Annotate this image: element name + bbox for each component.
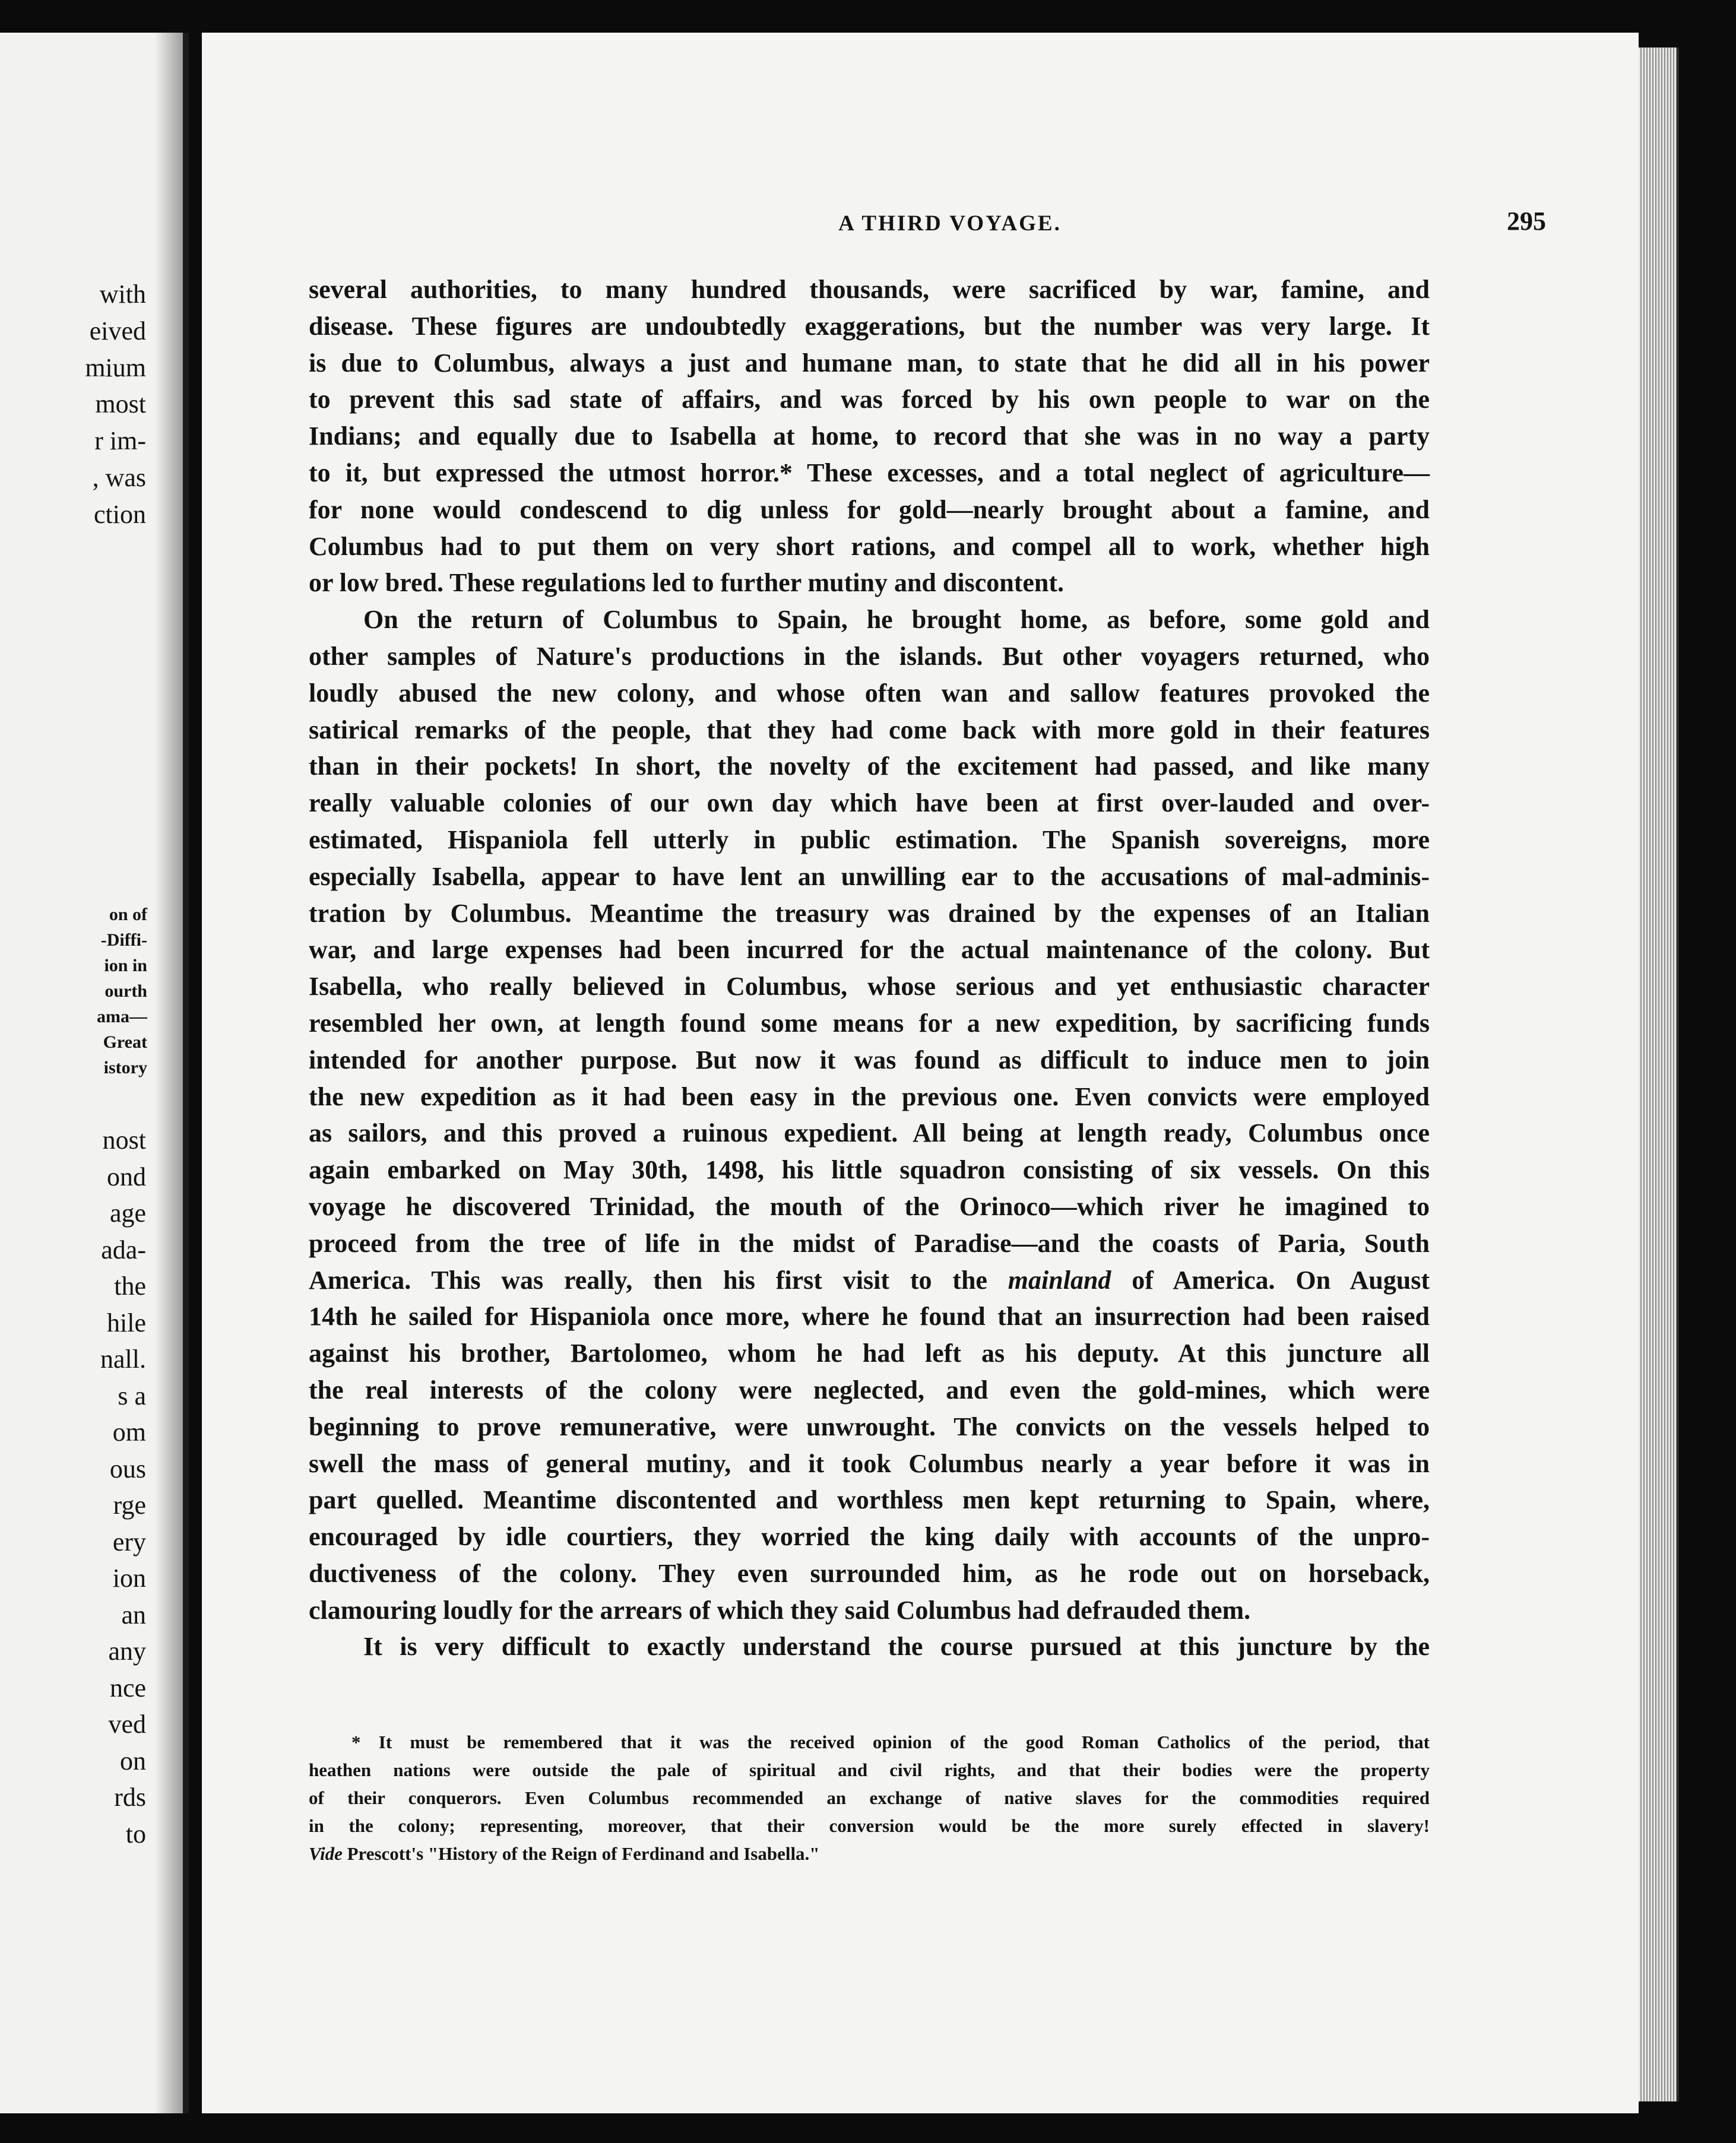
body-line: the real interests of the colony were neglected, and even the gold-mines, which were xyxy=(309,1375,1430,1405)
left-page-fragment-line: to xyxy=(125,1819,146,1849)
body-line: beginning to prove remunerative, were unwrought. The convicts on the vessels helped to xyxy=(309,1412,1430,1441)
body-line: swell the mass of general mutiny, and it took Columbus nearly a year before it was in xyxy=(309,1448,1430,1478)
body-line-italic: mainland xyxy=(1008,1265,1111,1295)
body-line: Indians; and equally due to Isabella at home, to record that she was in no way a party xyxy=(309,421,1430,451)
body-line-text: of America. On August xyxy=(1111,1265,1430,1295)
left-page-fragment-line: most xyxy=(95,389,146,419)
left-page-fragment-line: ion xyxy=(112,1564,146,1593)
body-line: loudly abused the new colony, and whose often wan and sallow features provoked the xyxy=(309,678,1430,708)
body-line: clamouring loudly for the arrears of which they said Columbus had defrauded them. xyxy=(309,1595,1251,1625)
footnote-line: heathen nations were outside the pale of spiritual and civil rights, and that their bodies were the property xyxy=(309,1760,1430,1780)
body-line: proceed from the tree of life in the midst of Paradise—and the coasts of Paria, South xyxy=(309,1228,1430,1258)
left-page-sidenote-line: Great xyxy=(103,1032,147,1052)
body-line: really valuable colonies of our own day which have been at first over-lauded and over- xyxy=(309,788,1430,818)
body-line: several authorities, to many hundred thousands, were sacrificed by war, famine, and xyxy=(309,275,1430,304)
left-page-fragment-line: nost xyxy=(102,1126,146,1155)
body-line: other samples of Nature's productions in the islands. But other voyagers returned, who xyxy=(309,641,1430,671)
left-page-sidenote-line: -Diffi- xyxy=(100,930,147,950)
body-line: estimated, Hispaniola fell utterly in public estimation. The Spanish sovereigns, more xyxy=(309,825,1430,854)
body-line: part quelled. Meantime discontented and worthless men kept returning to Spain, where, xyxy=(309,1485,1430,1515)
left-page-fragment-line: om xyxy=(112,1418,146,1447)
body-line: Isabella, who really believed in Columbus, whose serious and yet enthusiastic character xyxy=(309,972,1430,1001)
gutter-shadow xyxy=(154,33,183,2113)
body-line: or low bred. These regulations led to further mutiny and discontent. xyxy=(309,568,1065,598)
running-head: A THIRD VOYAGE. xyxy=(838,211,1062,236)
body-line: Columbus had to put them on very short rations, and compel all to work, whether high xyxy=(309,531,1430,561)
left-page-fragment xyxy=(0,33,189,2113)
body-line: On the return of Columbus to Spain, he brought home, as before, some gold and xyxy=(363,605,1430,635)
body-line: satirical remarks of the people, that they had come back with more gold in their features xyxy=(309,715,1430,744)
body-line: the new expedition as it had been easy in the previous one. Even convicts were employed xyxy=(309,1082,1430,1111)
body-line: war, and large expenses had been incurred for the actual maintenance of the colony. But xyxy=(309,935,1430,965)
left-page-fragment-line: rge xyxy=(113,1491,146,1520)
book-page xyxy=(202,33,1639,2113)
body-line xyxy=(309,1262,1430,1299)
body-line: again embarked on May 30th, 1498, his little squadron consisting of six vessels. On this xyxy=(309,1155,1430,1185)
body-line: disease. These figures are undoubtedly exaggerations, but the number was very large. It xyxy=(309,311,1430,341)
body-line: ductiveness of the colony. They even surrounded him, as he rode out on horseback, xyxy=(309,1558,1430,1588)
left-page-fragment-line: nce xyxy=(109,1673,146,1703)
body-line: tration by Columbus. Meantime the treasury was drained by the expenses of an Italian xyxy=(309,898,1430,928)
left-page-fragment-line: the xyxy=(114,1272,146,1301)
footnote-italic: Vide xyxy=(309,1843,343,1864)
left-page-fragment-line: , was xyxy=(92,463,146,492)
left-page-fragment-line: rds xyxy=(114,1783,146,1812)
left-page-fragment-line: eived xyxy=(89,316,146,345)
left-page-fragment-line: ved xyxy=(108,1710,146,1739)
body-line: as sailors, and this proved a ruinous expedient. All being at length ready, Columbus once xyxy=(309,1118,1430,1148)
body-line: It is very difficult to exactly understand the course pursued at this juncture by the xyxy=(363,1632,1430,1662)
body-line: 14th he sailed for Hispaniola once more, where he found that an insurrection had been raised xyxy=(309,1302,1430,1332)
body-line: to it, but expressed the utmost horror.* These excesses, and a total neglect of agriculture— xyxy=(309,458,1430,487)
left-page-sidenote-line: ion in xyxy=(104,956,147,975)
page-number: 295 xyxy=(1507,207,1546,236)
left-page-sidenote-line: on of xyxy=(109,905,147,924)
footnote-line: in the colony; representing, moreover, that their conversion would be the more surely effected in slavery! xyxy=(309,1815,1430,1836)
body-text xyxy=(309,271,1430,1665)
body-line: especially Isabella, appear to have lent an unwilling ear to the accusations of mal-adminis- xyxy=(309,861,1430,891)
body-line: resembled her own, at length found some means for a new expedition, by sacrificing funds xyxy=(309,1008,1430,1038)
left-page-fragment-line: ond xyxy=(107,1162,146,1191)
left-page-sidenote-line: ama— xyxy=(97,1007,147,1026)
page-edges xyxy=(1639,47,1679,2101)
body-line: voyage he discovered Trinidad, the mouth of the Orinoco—which river he imagined to xyxy=(309,1191,1430,1221)
footnote xyxy=(309,1728,1430,1868)
left-page-fragment-line: r im- xyxy=(94,426,146,456)
footnote-line: of their conquerors. Even Columbus recommended an exchange of native slaves for the commodities required xyxy=(309,1787,1430,1808)
left-page-fragment-line: mium xyxy=(85,353,146,382)
left-page-fragment-line: age xyxy=(109,1199,146,1228)
left-page-fragment-line: ous xyxy=(109,1454,146,1483)
body-line: intended for another purpose. But now it was found as difficult to induce men to join xyxy=(309,1045,1430,1074)
left-page-fragment-line: an xyxy=(121,1600,146,1630)
body-line: to prevent this sad state of affairs, and was forced by his own people to war on the xyxy=(309,385,1430,414)
left-page-fragment-line: ery xyxy=(112,1527,146,1556)
left-page-fragment-line: nall. xyxy=(100,1345,146,1374)
left-page-fragment-line: s a xyxy=(118,1381,146,1410)
body-line: for none would condescend to dig unless for gold—nearly brought about a famine, and xyxy=(309,494,1430,524)
left-page-fragment-line: ction xyxy=(94,499,146,529)
left-page-fragment-line: any xyxy=(108,1637,146,1666)
left-page-fragment-line: hile xyxy=(107,1308,146,1337)
left-page-sidenote-line: istory xyxy=(103,1058,147,1077)
footnote-line xyxy=(309,1840,1430,1868)
body-line: is due to Columbus, always a just and humane man, to state that he did all in his power xyxy=(309,348,1430,378)
footnote-text: Prescott's "History of the Reign of Ferdinand and Isabella." xyxy=(342,1843,820,1864)
left-page-fragment-line: ada- xyxy=(101,1235,146,1264)
left-page-sidenote-line: ourth xyxy=(104,981,147,1001)
body-line-text: America. This was really, then his first visit to the xyxy=(309,1265,1008,1295)
footnote-line: * It must be remembered that it was the received opinion of the good Roman Catholics of the period, that xyxy=(351,1732,1430,1752)
body-line: encouraged by idle courtiers, they worried the king daily with accounts of the unpro- xyxy=(309,1522,1430,1552)
body-line: against his brother, Bartolomeo, whom he had left as his deputy. At this juncture all xyxy=(309,1339,1430,1368)
left-page-fragment-line: on xyxy=(120,1746,146,1776)
left-page-fragment-line: with xyxy=(99,280,146,309)
body-line: than in their pockets! In short, the novelty of the excitement had passed, and like many xyxy=(309,752,1430,781)
